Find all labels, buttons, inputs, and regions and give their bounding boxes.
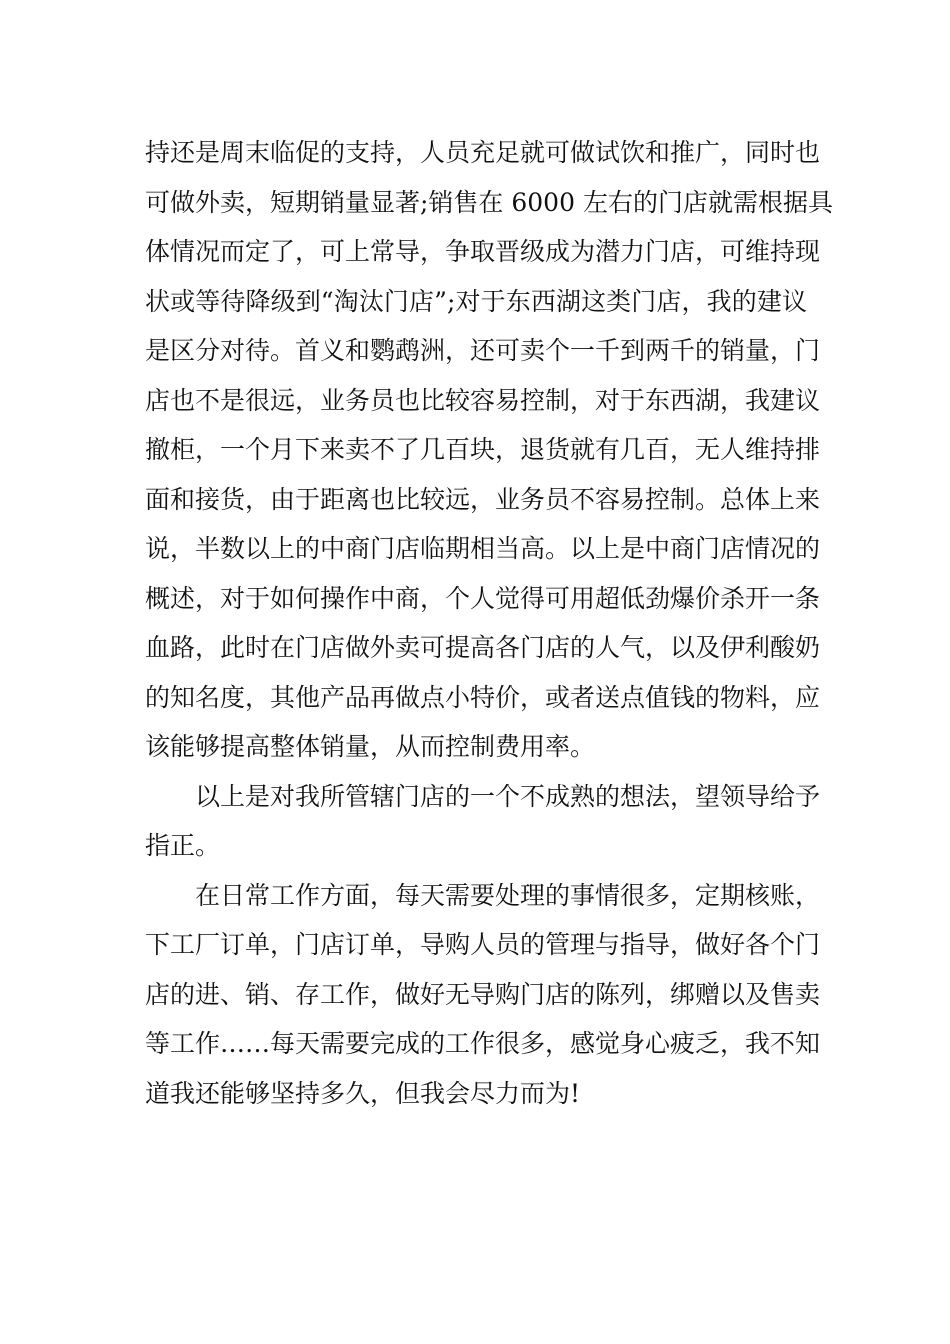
text-line: 是区分对待。首义和鹦鹉洲，还可卖个一千到两千的销量，门 — [145, 336, 821, 365]
text-line: 的知名度，其他产品再做点小特价，或者送点值钱的物料，应 — [145, 682, 821, 712]
text-line: 说，半数以上的中商门店临期相当高。以上是中商门店情况的 — [145, 534, 821, 563]
text-line: 在日常工作方面，每天需要处理的事情很多，定期核账， — [195, 880, 821, 910]
paragraph-daily-work — [145, 871, 821, 1119]
paragraph-store-summary — [145, 128, 833, 772]
text-line: 道我还能够坚持多久，但我会尽力而为! — [145, 1078, 581, 1108]
text-line: 血路，此时在门店做外卖可提高各门店的人气，以及伊利酸奶 — [145, 633, 821, 662]
paragraph-opinion — [145, 772, 821, 871]
text-line: 概述，对于如何操作中商，个人觉得可用超低劲爆价杀开一条 — [145, 583, 821, 613]
text-line: 店也不是很远，业务员也比较容易控制，对于东西湖，我建议 — [145, 385, 821, 415]
text-line: 店的进、销、存工作，做好无导购门店的陈列，绑赠以及售卖 — [145, 979, 821, 1009]
text-line: 可做外卖，短期销量显著;销售在 6000 左右的门店就需根据具 — [145, 187, 833, 217]
text-line: 以上是对我所管辖门店的一个不成熟的想法，望领导给予 — [195, 781, 821, 811]
text-line: 下工厂订单，门店订单，导购人员的管理与指导，做好各个门 — [145, 930, 821, 959]
text-line: 撤柜，一个月下来卖不了几百块，退货就有几百，无人维持排 — [145, 435, 821, 464]
text-line: 持还是周末临促的支持，人员充足就可做试饮和推广，同时也 — [145, 138, 821, 167]
document-body — [145, 128, 833, 1118]
text-line: 面和接货，由于距离也比较远，业务员不容易控制。总体上来 — [145, 484, 821, 514]
text-line: 该能够提高整体销量，从而控制费用率。 — [145, 732, 596, 761]
text-line: 体情况而定了，可上常导，争取晋级成为潜力门店，可维持现 — [145, 237, 821, 266]
text-line: 状或等待降级到“淘汰门店”;对于东西湖这类门店，我的建议 — [145, 286, 807, 316]
text-line: 等工作……每天需要完成的工作很多，感觉身心疲乏，我不知 — [145, 1029, 821, 1058]
text-line: 指正。 — [145, 831, 221, 860]
